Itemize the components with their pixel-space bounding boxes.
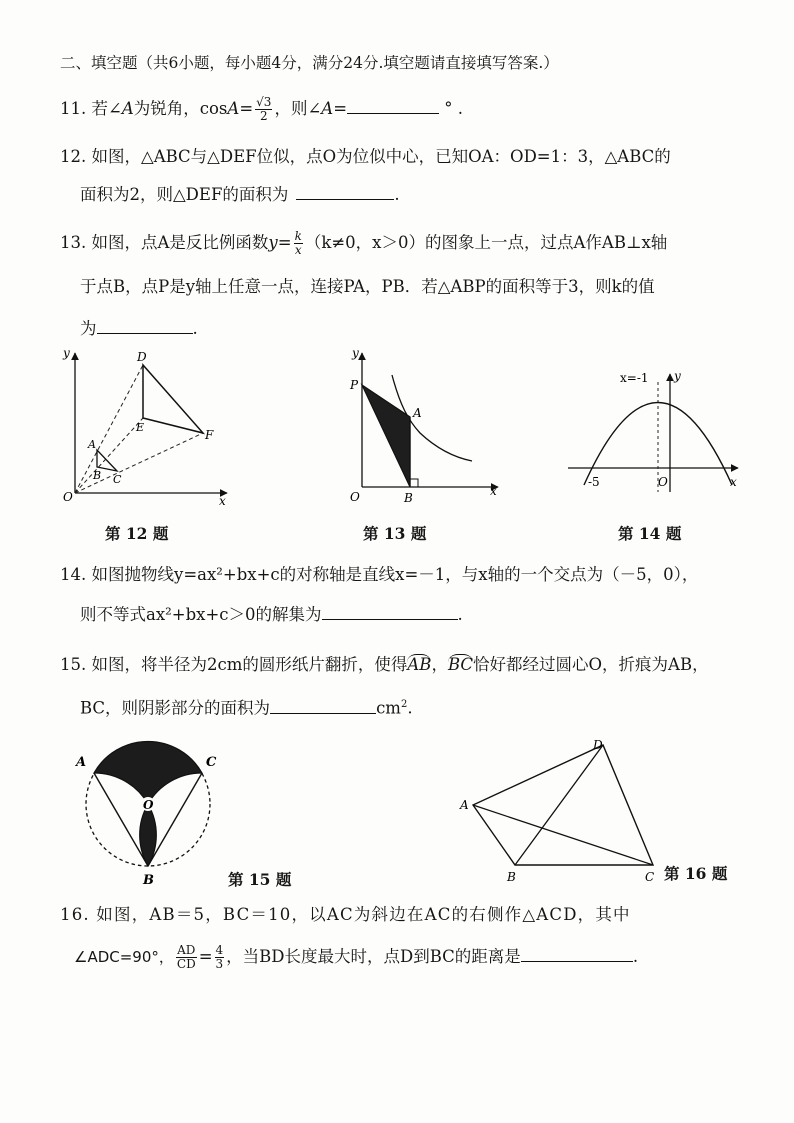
label-a: A <box>88 438 96 451</box>
label-b: B <box>404 491 413 505</box>
fraction-ad-over-cd: $\frac{AD}{CD}$ <box>176 943 196 971</box>
shaded-triangle-abp <box>362 385 410 487</box>
question-12-line2: 面积为2，则△DEF的面积为 . <box>80 185 400 204</box>
arc-ab: AB <box>407 655 432 674</box>
label-d: D <box>137 350 147 364</box>
diagonal-ac <box>473 805 653 865</box>
question-13-line3: 为 . <box>80 319 198 338</box>
answer-blank[interactable] <box>521 947 633 962</box>
label-y: y <box>674 369 681 383</box>
question-number: 14. <box>60 565 87 584</box>
figure-15-caption: 第 15 题 <box>228 870 292 889</box>
label-b: B <box>93 469 102 482</box>
figure-12-caption: 第 12 题 <box>105 524 169 543</box>
triangle-abc <box>97 450 117 471</box>
label-y: y <box>63 346 70 360</box>
label-minus5: -5 <box>588 475 600 489</box>
answer-blank[interactable] <box>270 699 376 714</box>
fraction-sqrt3-over-2: $\frac{√3}{2}$ <box>256 95 272 123</box>
question-11: 11. 若∠A为锐角，cosA= $\frac{√3}{2}$ ，则∠A= ° . <box>60 95 464 123</box>
figure-14-caption: 第 14 题 <box>618 524 682 543</box>
answer-blank[interactable] <box>322 605 458 620</box>
label-a: A <box>460 798 469 812</box>
question-16-line2: ∠ADC=90°， $\frac{AD}{CD}$ = $\frac{4}{3}$ ，当BD长度最大时，点D到BC的距离是 . <box>74 943 639 971</box>
figure-16-caption: 第 16 题 <box>664 864 728 883</box>
question-14-line2: 则不等式ax²+bx+c＞0的解集为 . <box>80 605 463 624</box>
diagonal-bd <box>515 745 603 865</box>
question-15: 15. 如图，将半径为2cm的圆形纸片翻折，使得AB，BC恰好都经过圆心O，折痕为AB， <box>60 655 709 674</box>
label-a: A <box>413 406 422 420</box>
label-o: O <box>350 490 360 504</box>
question-13: 13. 如图，点A是反比例函数y= $\frac{k}{x}$ （k≠0，x＞0）的图象上一点，过点A作AB⊥x轴 <box>60 229 668 257</box>
answer-blank[interactable] <box>296 185 394 200</box>
fraction-4-over-3: $\frac{4}{3}$ <box>215 943 224 971</box>
label-d: D <box>593 738 603 752</box>
triangle-def <box>143 365 203 433</box>
question-number: 11. <box>60 99 87 118</box>
label-e: E <box>136 421 145 434</box>
quadrilateral-abcd <box>473 745 653 865</box>
figure-13 <box>340 345 505 510</box>
figure-15 <box>68 742 228 892</box>
question-number: 15. <box>60 655 87 674</box>
label-f: F <box>205 428 214 442</box>
label-x: x <box>730 475 737 489</box>
label-b: B <box>507 870 516 884</box>
answer-blank[interactable] <box>97 319 193 334</box>
label-c: C <box>645 870 655 884</box>
shaded-top-region <box>94 741 202 804</box>
figure-14 <box>560 360 745 505</box>
question-number: 13. <box>60 233 87 252</box>
question-12: 12. 如图，△ABC与△DEF位似，点O为位似中心，已知OA：OD=1：3，△ABC的 <box>60 147 671 166</box>
question-number: 12. <box>60 147 87 166</box>
label-o: O <box>63 490 73 504</box>
label-b: B <box>143 873 154 888</box>
label-axis-eq: x=-1 <box>620 371 649 385</box>
question-16: 16. 如图，AB＝5，BC＝10，以AC为斜边在AC的右侧作△ACD，其中 <box>60 905 631 924</box>
fraction-k-over-x: $\frac{k}{x}$ <box>294 229 302 257</box>
question-13-line2: 于点B，点P是y轴上任意一点，连接PA，PB．若△ABP的面积等于3，则k的值 <box>80 277 655 296</box>
question-14: 14. 如图抛物线y=ax²+bx+c的对称轴是直线x=－1，与x轴的一个交点为（－5，0）， <box>60 565 699 584</box>
label-o: O <box>143 798 154 812</box>
label-o: O <box>658 475 668 489</box>
label-y: y <box>352 346 359 360</box>
label-a: A <box>76 755 87 770</box>
question-number: 16. <box>60 905 90 924</box>
section-title: 二、填空题（共6小题，每小题4分，满分24分.填空题请直接填写答案.） <box>60 54 559 72</box>
figure-16 <box>455 735 670 885</box>
label-x: x <box>219 494 226 508</box>
label-c: C <box>113 473 122 486</box>
question-15-line2: BC，则阴影部分的面积为 $cm^2$. <box>80 698 413 718</box>
figure-12 <box>55 345 235 510</box>
figure-13-caption: 第 13 题 <box>363 524 427 543</box>
arc-bc: BC <box>447 655 473 674</box>
label-c: C <box>206 755 217 770</box>
label-x: x <box>490 484 497 498</box>
answer-blank[interactable] <box>347 99 439 114</box>
label-p: P <box>350 378 359 392</box>
